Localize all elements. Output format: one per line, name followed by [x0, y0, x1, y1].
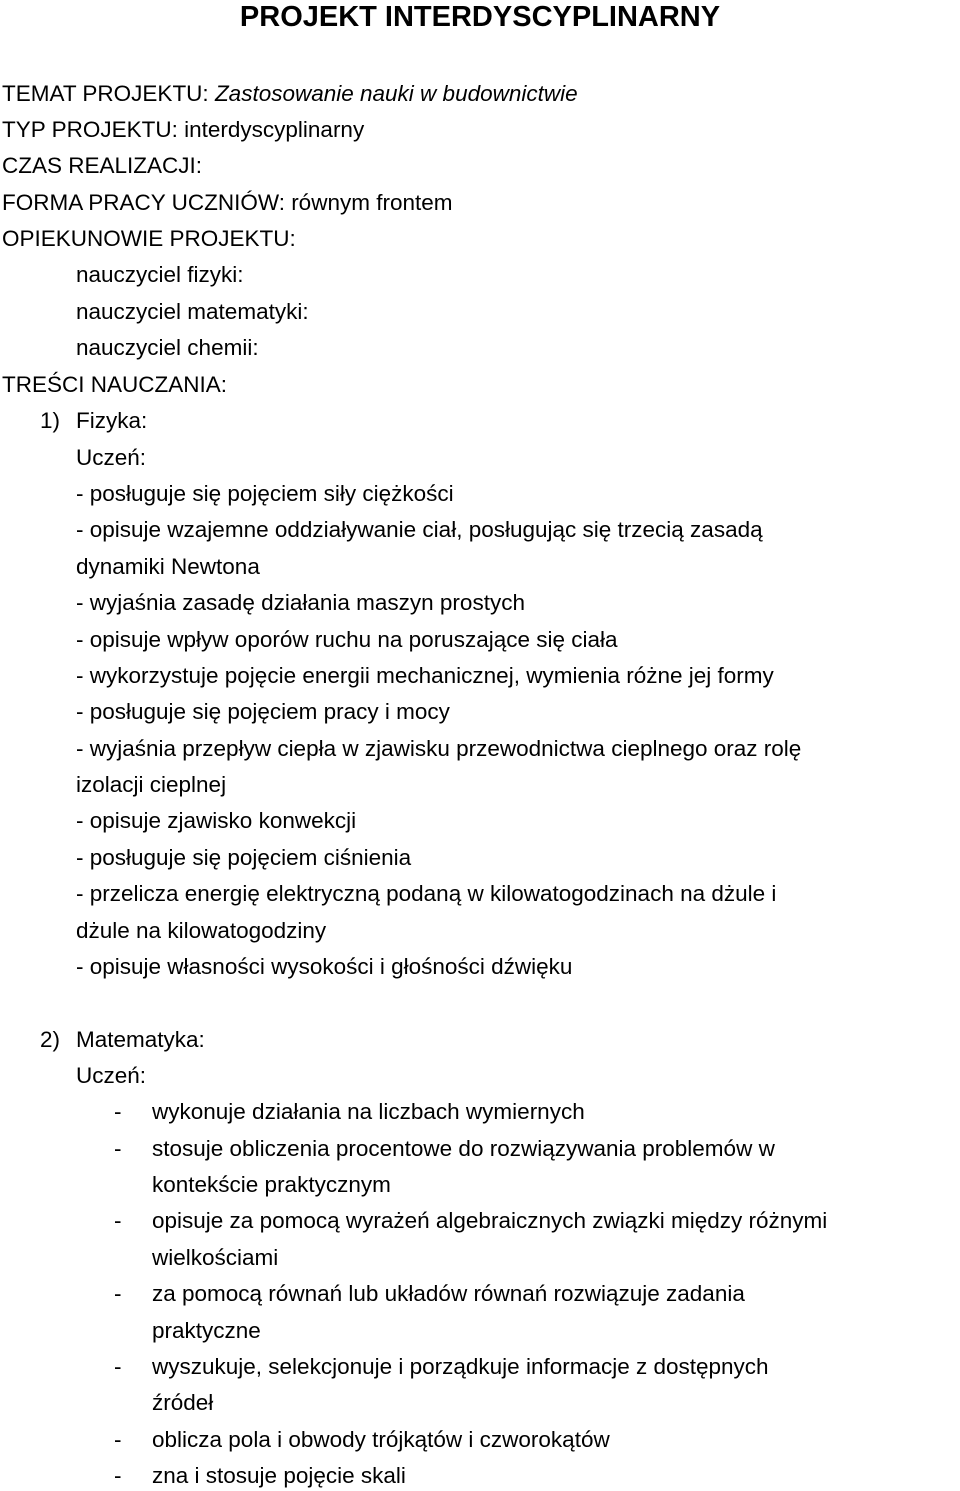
math-bullet: -: [114, 1099, 122, 1124]
teacher-physics: nauczyciel fizyki:: [76, 262, 244, 287]
math-item-continued: źródeł: [152, 1390, 214, 1415]
math-item-continued: wielkościami: [152, 1245, 279, 1270]
math-item: opisuje za pomocą wyrażeń algebraicznych związki między różnymi: [152, 1208, 828, 1233]
math-item-continued: praktyczne: [152, 1318, 261, 1343]
physics-line: - opisuje wzajemne oddziaływanie ciał, posługując się trzecią zasadą: [76, 517, 763, 542]
math-item: oblicza pola i obwody trójkątów i czworokątów: [152, 1427, 610, 1452]
math-heading: Matematyka:: [76, 1027, 205, 1052]
math-number: 2): [40, 1027, 61, 1052]
physics-line: - opisuje zjawisko konwekcji: [76, 808, 357, 833]
project-type: TYP PROJEKTU: interdyscyplinarny: [2, 117, 365, 142]
math-bullet: -: [114, 1208, 122, 1233]
physics-line: - wyjaśnia zasadę działania maszyn prostych: [76, 590, 525, 615]
physics-heading: Fizyka:: [76, 408, 148, 433]
math-item: zna i stosuje pojęcie skali: [152, 1463, 406, 1488]
content-heading: TREŚCI NAUCZANIA:: [2, 372, 228, 397]
physics-line: - przelicza energię elektryczną podaną w kilowatogodzinach na dżule i: [76, 881, 777, 906]
topic-line: [2, 79, 578, 109]
physics-line: - posługuje się pojęciem ciśnienia: [76, 845, 412, 870]
document-title: PROJEKT INTERDYSCYPLINARNY: [239, 1, 721, 33]
duration: CZAS REALIZACJI:: [2, 153, 203, 178]
topic-label: TEMAT PROJEKTU:: [2, 81, 215, 106]
physics-line: - wykorzystuje pojęcie energii mechanicznej, wymienia różne jej formy: [76, 663, 774, 688]
math-item: za pomocą równań lub układów równań rozwiązuje zadania: [152, 1281, 745, 1306]
math-bullet: -: [114, 1136, 122, 1161]
math-bullet: -: [114, 1427, 122, 1452]
topic-value: Zastosowanie nauki w budownictwie: [214, 81, 578, 106]
work-form: FORMA PRACY UCZNIÓW: równym frontem: [2, 190, 453, 215]
math-item: wykonuje działania na liczbach wymiernych: [152, 1099, 585, 1124]
teacher-chemistry: nauczyciel chemii:: [76, 335, 259, 360]
physics-line: dynamiki Newtona: [76, 554, 260, 579]
physics-line: - opisuje wpływ oporów ruchu na poruszające się ciała: [76, 627, 618, 652]
math-bullet: -: [114, 1463, 122, 1488]
physics-line: - wyjaśnia przepływ ciepła w zjawisku przewodnictwa cieplnego oraz rolę: [76, 736, 802, 761]
math-bullet: -: [114, 1281, 122, 1306]
physics-student: Uczeń:: [76, 445, 147, 470]
physics-line: izolacji cieplnej: [76, 772, 227, 797]
math-student: Uczeń:: [76, 1063, 147, 1088]
math-item: stosuje obliczenia procentowe do rozwiązywania problemów w: [152, 1136, 775, 1161]
teacher-math: nauczyciel matematyki:: [76, 299, 309, 324]
physics-line: - posługuje się pojęciem pracy i mocy: [76, 699, 450, 724]
supervisors-heading: OPIEKUNOWIE PROJEKTU:: [2, 226, 296, 251]
math-bullet: -: [114, 1354, 122, 1379]
physics-number: 1): [40, 408, 61, 433]
math-item-continued: kontekście praktycznym: [152, 1172, 391, 1197]
math-item: wyszukuje, selekcjonuje i porządkuje informacje z dostępnych: [152, 1354, 769, 1379]
physics-line: - posługuje się pojęciem siły ciężkości: [76, 481, 454, 506]
physics-line: - opisuje własności wysokości i głośności dźwięku: [76, 954, 573, 979]
physics-line: dżule na kilowatogodziny: [76, 918, 327, 943]
